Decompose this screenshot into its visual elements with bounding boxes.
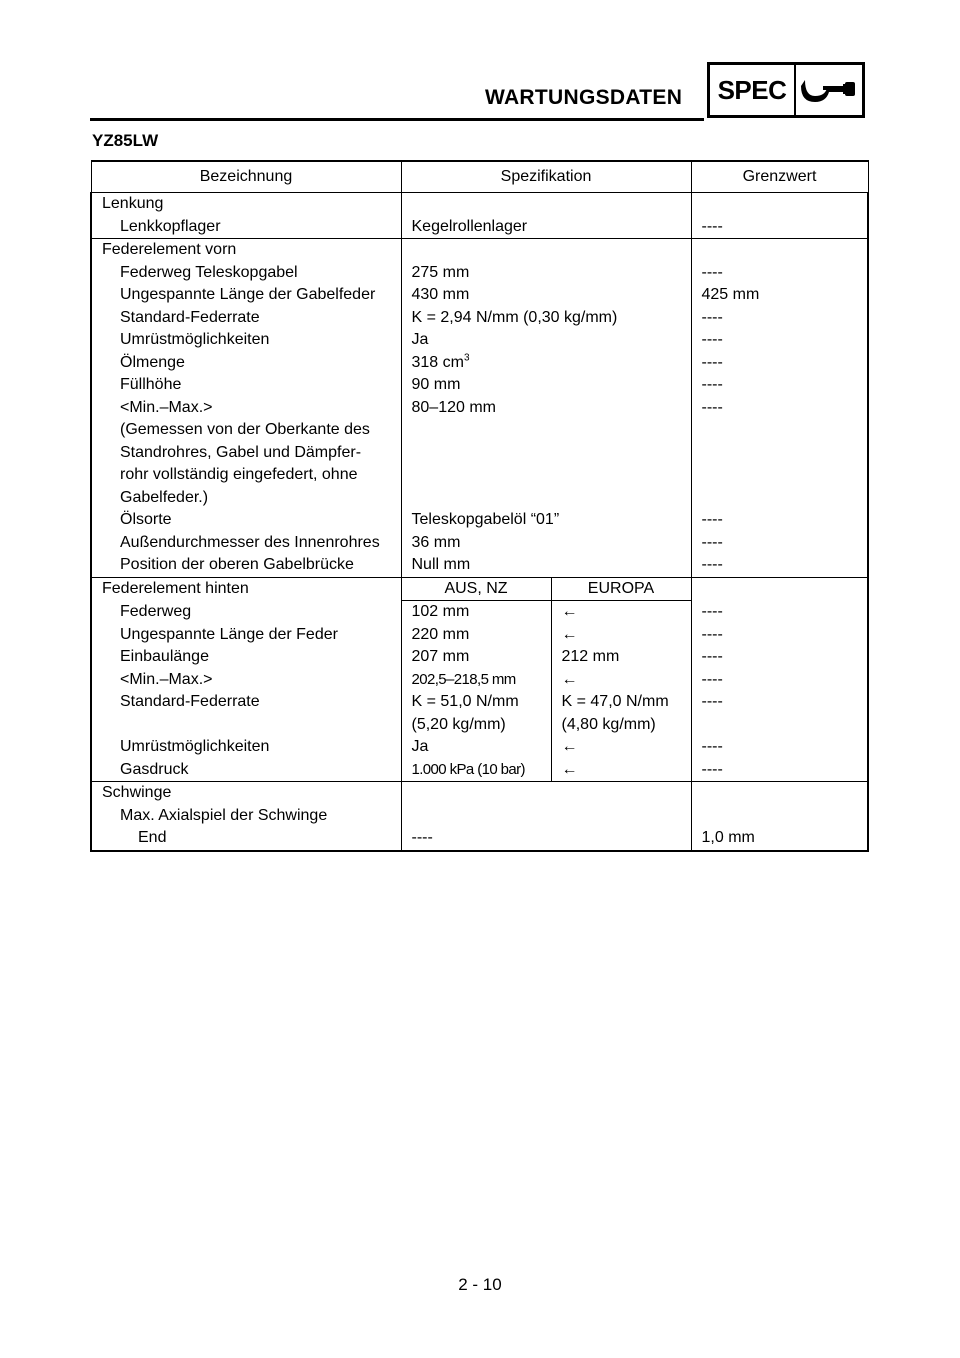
spec-label: SPEC — [717, 74, 787, 105]
col-header-grenzwert: Grenzwert — [691, 161, 868, 193]
table-row: Außendurchmesser des Innenrohres 36 mm ---- — [91, 532, 868, 555]
header-rule — [90, 118, 704, 121]
section-row — [91, 239, 868, 262]
spec-table — [90, 160, 869, 852]
table-row: <Min.–Max.> 202,5–218,5 mm ← ---- — [91, 669, 868, 692]
section-row — [91, 577, 868, 601]
col-header-bezeichnung: Bezeichnung — [91, 161, 401, 193]
table-row: Standard-Federrate K = 51,0 N/mm (5,20 kg/mm) K = 47,0 N/mm (4,80 kg/mm) ---- — [91, 691, 868, 736]
section-title: WARTUNGSDATEN — [485, 86, 683, 109]
table-row-note: (Gemessen von der Oberkante des Standrohres, Gabel und Dämpfer- rohr vollständig eingefedert, ohne Gabelfeder.) — [91, 419, 868, 509]
table-row: Füllhöhe 90 mm ---- — [91, 374, 868, 397]
model-name: YZ85LW — [92, 131, 159, 150]
section-title-vorn: Federelement vorn — [91, 239, 401, 262]
table-row: Standard-Federrate K = 2,94 N/mm (0,30 kg/mm) ---- — [91, 307, 868, 330]
page-number: 2 - 10 — [458, 1275, 502, 1294]
table-row: Lenkkopflager Kegelrollenlager ---- — [91, 216, 868, 239]
region-europa: EUROPA — [551, 577, 691, 601]
table-row: Max. Axialspiel der Schwinge — [91, 805, 868, 828]
section-title-lenkung: Lenkung — [91, 193, 401, 216]
table-row: Ölsorte Teleskopgabelöl “01” ---- — [91, 509, 868, 532]
table-row: Umrüstmöglichkeiten Ja ---- — [91, 329, 868, 352]
table-row: Ungespannte Länge der Feder 220 mm ← ---- — [91, 624, 868, 647]
section-row — [91, 193, 868, 216]
section-title-hinten: Federelement hinten — [91, 577, 401, 601]
table-row: Position der oberen Gabelbrücke Null mm ---- — [91, 554, 868, 577]
section-title-schwinge: Schwinge — [91, 782, 401, 805]
col-header-spezifikation: Spezifikation — [401, 161, 691, 193]
table-row: Einbaulänge 207 mm 212 mm ---- — [91, 646, 868, 669]
wrench-icon — [796, 65, 862, 115]
table-row: Federweg Teleskopgabel 275 mm ---- — [91, 262, 868, 285]
table-header-row — [91, 161, 868, 193]
table-row: Ölmenge 318 $cm^3$ ---- — [91, 352, 868, 375]
spec-badge — [707, 62, 865, 118]
table-row: Federweg 102 mm ← ---- — [91, 601, 868, 624]
section-row — [91, 782, 868, 805]
table-row: <Min.–Max.> 80–120 mm ---- — [91, 397, 868, 420]
table-row: Umrüstmöglichkeiten Ja ← ---- — [91, 736, 868, 759]
table-row: Ungespannte Länge der Gabelfeder 430 mm 425 mm — [91, 284, 868, 307]
region-aus-nz: AUS, NZ — [401, 577, 551, 601]
table-row: End ---- 1,0 mm — [91, 827, 868, 851]
table-row: Gasdruck 1.000 kPa (10 bar) ← ---- — [91, 759, 868, 782]
